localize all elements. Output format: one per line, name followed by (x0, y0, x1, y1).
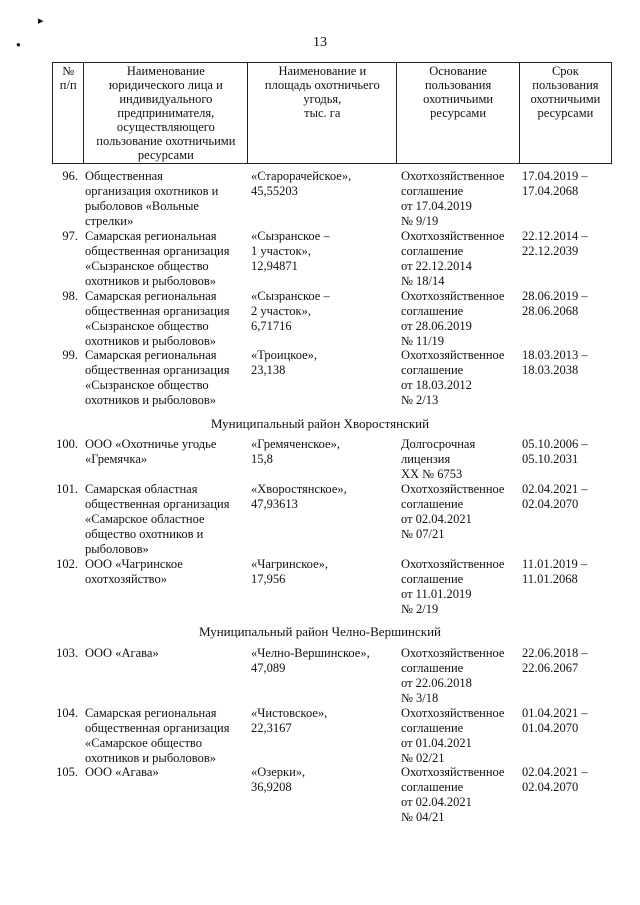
row-number: 98. (62, 289, 78, 303)
district-heading: Муниципальный район Хворостянский (210, 416, 430, 431)
row-term: 02.04.2021 – 02.04.2070 (522, 765, 588, 794)
row-term: 05.10.2006 – 05.10.2031 (522, 437, 588, 466)
row-area: «Сызранское – 2 участок», 6,71716 (251, 289, 330, 333)
row-organization: ООО «Чагринское охотхозяйство» (85, 557, 183, 586)
row-area: «Челно-Вершинское», 47,089 (251, 646, 370, 675)
district-heading: Муниципальный район Челно-Вершинский (198, 624, 441, 639)
row-basis: Охотхозяйственное соглашение от 22.06.2018 № 3/18 (401, 646, 505, 705)
row-organization: Самарская региональная общественная организация «Сызранское общество охотников и рыболовов» (85, 289, 230, 348)
row-area: «Чистовское», 22,3167 (251, 706, 328, 735)
row-basis: Охотхозяйственное соглашение от 22.12.2014 № 18/14 (401, 229, 505, 288)
scan-mark: ▸ (38, 15, 44, 27)
row-number: 99. (62, 348, 78, 362)
row-area: «Озерки», 36,9208 (251, 765, 306, 794)
row-basis: Охотхозяйственное соглашение от 02.04.2021 № 07/21 (401, 482, 505, 541)
row-term: 28.06.2019 – 28.06.2068 (522, 289, 588, 318)
table-header (52, 62, 612, 164)
row-number: 101. (56, 482, 78, 496)
row-area: «Сызранское – 1 участок», 12,94871 (251, 229, 330, 273)
row-area: «Чагринское», 17,956 (251, 557, 328, 586)
row-basis: Охотхозяйственное соглашение от 11.01.2019 № 2/19 (401, 557, 505, 616)
row-term: 22.06.2018 – 22.06.2067 (522, 646, 588, 675)
row-term: 01.04.2021 – 01.04.2070 (522, 706, 588, 735)
row-organization: ООО «Охотничье угодье «Гремячка» (85, 437, 217, 466)
row-area: «Гремяченское», 15,8 (251, 437, 340, 466)
row-term: 22.12.2014 – 22.12.2039 (522, 229, 588, 258)
row-organization: Самарская региональная общественная организация «Сызранское общество охотников и рыболовов» (85, 348, 230, 407)
row-number: 102. (56, 557, 78, 571)
scan-dot: ● (16, 40, 21, 49)
row-term: 02.04.2021 – 02.04.2070 (522, 482, 588, 511)
row-basis: Охотхозяйственное соглашение от 01.04.2021 № 02/21 (401, 706, 505, 765)
row-area: «Троицкое», 23,138 (251, 348, 318, 377)
header-organization: Наименование юридического лица и индивидуального предпринимателя, осуществляющего пользование охотничьими ресурсами (84, 63, 248, 164)
row-term: 17.04.2019 – 17.04.2068 (522, 169, 588, 198)
row-number: 105. (56, 765, 78, 779)
row-organization: Самарская областная общественная организация «Самарское областное общество охотников и рыболовов» (85, 482, 230, 556)
header-term: Срок пользования охотничьими ресурсами (519, 63, 611, 164)
row-number: 100. (56, 437, 78, 451)
row-number: 97. (62, 229, 78, 243)
row-number: 104. (56, 706, 78, 720)
row-basis: Охотхозяйственное соглашение от 02.04.2021 № 04/21 (401, 765, 505, 824)
row-basis: Охотхозяйственное соглашение от 17.04.2019 № 9/19 (401, 169, 505, 228)
row-area: «Хворостянское», 47,93613 (251, 482, 347, 511)
row-organization: ООО «Агава» (85, 765, 159, 779)
row-term: 18.03.2013 – 18.03.2038 (522, 348, 588, 377)
row-basis: Охотхозяйственное соглашение от 28.06.2019 № 11/19 (401, 289, 505, 348)
row-number: 96. (62, 169, 78, 183)
header-basis: Основание пользования охотничьими ресурсами (397, 63, 519, 164)
row-organization: Самарская региональная общественная организация «Самарское общество охотников и рыболовов» (85, 706, 230, 765)
header-number: № п/п (53, 63, 84, 164)
row-basis: Долгосрочная лицензия ХХ № 6753 (401, 437, 476, 481)
header-land-area: Наименование и площадь охотничьего угодья, тыс. га (248, 63, 397, 164)
row-organization: Самарская региональная общественная организация «Сызранское общество охотников и рыболовов» (85, 229, 230, 288)
row-basis: Охотхозяйственное соглашение от 18.03.2012 № 2/13 (401, 348, 505, 407)
row-term: 11.01.2019 – 11.01.2068 (522, 557, 588, 586)
page-number: 13 (313, 35, 327, 50)
row-area: «Старорачейское», 45,55203 (251, 169, 352, 198)
row-organization: ООО «Агава» (85, 646, 159, 660)
row-organization: Общественная организация охотников и рыболовов «Вольные стрелки» (85, 169, 219, 228)
row-number: 103. (56, 646, 78, 660)
